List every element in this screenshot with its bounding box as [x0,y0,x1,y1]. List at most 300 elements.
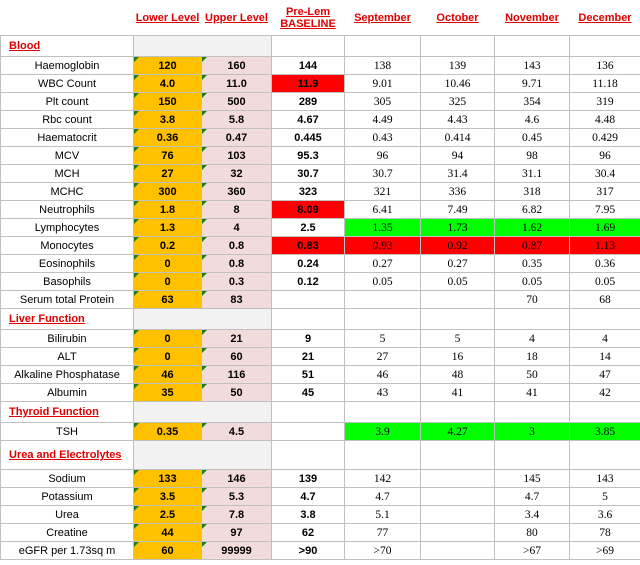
upper-level-cell [202,366,272,384]
lower-level-cell [134,423,202,441]
test-name: TSH [1,423,134,441]
upper-value: 360 [227,185,246,198]
october-cell: 4.43 [421,111,495,129]
november-cell: 1.62 [495,219,570,237]
lower-level-cell [134,488,202,506]
empty-cell [272,441,345,470]
baseline-cell: 4.7 [272,488,345,506]
lower-level-cell [134,542,202,560]
comment-marker-icon [202,542,207,547]
comment-marker-icon [202,423,207,428]
comment-marker-icon [202,470,207,475]
section-row-blood [1,36,640,57]
october-cell: 41 [421,384,495,402]
comment-marker-icon [202,93,207,98]
october-cell: 48 [421,366,495,384]
upper-level-cell [202,129,272,147]
section-bar [134,36,272,57]
lower-value: 35 [161,386,174,399]
lower-level-cell [134,237,202,255]
november-cell: 70 [495,291,570,309]
upper-level-cell [202,147,272,165]
november-cell: >67 [495,542,570,560]
baseline-cell: 51 [272,366,345,384]
test-name: Albumin [1,384,134,402]
section-row-liver [1,309,640,330]
upper-level-cell [202,165,272,183]
comment-marker-icon [202,255,207,260]
comment-marker-icon [134,384,139,389]
test-name: Haemoglobin [1,57,134,75]
table-row [1,273,640,291]
upper-value: 60 [230,350,243,363]
lower-level-cell [134,129,202,147]
upper-value: 160 [227,59,246,72]
december-cell: 4 [570,330,640,348]
lower-value: 150 [158,95,177,108]
empty-cell [345,309,421,330]
december-cell: 3.6 [570,506,640,524]
section-bar [134,402,272,423]
september-cell: 138 [345,57,421,75]
comment-marker-icon [202,201,207,206]
upper-level-cell [202,237,272,255]
baseline-cell: 4.67 [272,111,345,129]
lower-level-cell [134,183,202,201]
december-cell: 42 [570,384,640,402]
upper-value: 97 [230,526,243,539]
empty-cell [495,309,570,330]
comment-marker-icon [202,75,207,80]
comment-marker-icon [134,111,139,116]
upper-value: 5.8 [228,113,245,126]
comment-marker-icon [134,330,139,335]
header-november: November [495,0,570,36]
header-blank [1,0,134,36]
baseline-cell: >90 [272,542,345,560]
section-title-urea: Urea and Electrolytes [1,441,134,470]
october-cell: 336 [421,183,495,201]
upper-value: 0.47 [225,131,248,144]
comment-marker-icon [202,147,207,152]
upper-level-cell [202,488,272,506]
november-cell: 4 [495,330,570,348]
baseline-cell: 95.3 [272,147,345,165]
november-cell: 0.35 [495,255,570,273]
table-row [1,524,640,542]
december-cell: 0.429 [570,129,640,147]
september-cell: 77 [345,524,421,542]
lower-level-cell [134,219,202,237]
upper-value: 4 [233,221,240,234]
empty-cell [570,402,640,423]
september-cell: 9.01 [345,75,421,93]
september-cell: >70 [345,542,421,560]
lower-level-cell [134,201,202,219]
september-cell: 0.05 [345,273,421,291]
comment-marker-icon [134,129,139,134]
november-cell: 143 [495,57,570,75]
upper-value: 11.0 [226,77,247,90]
lower-level-cell [134,57,202,75]
november-cell: 4.7 [495,488,570,506]
test-name: Eosinophils [1,255,134,273]
upper-value: 32 [230,167,243,180]
comment-marker-icon [202,488,207,493]
upper-level-cell [202,384,272,402]
upper-value: 500 [227,95,246,108]
comment-marker-icon [134,506,139,511]
upper-value: 0.8 [228,239,245,252]
lower-level-cell [134,330,202,348]
lower-value: 0 [164,332,171,345]
comment-marker-icon [202,524,207,529]
table-row [1,165,640,183]
empty-cell [272,36,345,57]
baseline-cell: 0.445 [272,129,345,147]
upper-level-cell [202,423,272,441]
test-name: Alkaline Phosphatase [1,366,134,384]
november-cell: 3.4 [495,506,570,524]
upper-value: 83 [230,293,243,306]
lower-level-cell [134,93,202,111]
test-name: Lymphocytes [1,219,134,237]
empty-cell [272,402,345,423]
december-cell: 1.13 [570,237,640,255]
table-row [1,542,640,560]
september-cell: 6.41 [345,201,421,219]
upper-value: 99999 [221,544,252,557]
baseline-cell: 0.12 [272,273,345,291]
october-cell: 4.27 [421,423,495,441]
lower-level-cell [134,255,202,273]
december-cell: 136 [570,57,640,75]
header-lower-level: Lower Level [134,0,202,36]
upper-level-cell [202,291,272,309]
baseline-cell: 62 [272,524,345,542]
lower-value: 300 [158,185,177,198]
empty-cell [421,441,495,470]
lower-level-cell [134,291,202,309]
lower-value: 60 [161,544,174,557]
october-cell [421,506,495,524]
table-row [1,201,640,219]
empty-cell [570,309,640,330]
september-cell: 4.49 [345,111,421,129]
test-name: Creatine [1,524,134,542]
table-row [1,57,640,75]
november-cell: 145 [495,470,570,488]
upper-level-cell [202,330,272,348]
upper-value: 50 [230,386,243,399]
upper-value: 0.3 [228,275,245,288]
comment-marker-icon [202,348,207,353]
comment-marker-icon [202,237,207,242]
september-cell: 0.43 [345,129,421,147]
lower-level-cell [134,348,202,366]
upper-value: 116 [227,368,246,381]
comment-marker-icon [134,165,139,170]
november-cell: 41 [495,384,570,402]
empty-cell [495,402,570,423]
baseline-cell: 2.5 [272,219,345,237]
empty-cell [272,309,345,330]
lower-value: 133 [158,472,177,485]
december-cell: >69 [570,542,640,560]
november-cell: 9.71 [495,75,570,93]
table-row [1,348,640,366]
baseline-cell [272,291,345,309]
lower-value: 3.5 [159,490,176,503]
test-name: Serum total Protein [1,291,134,309]
december-cell: 317 [570,183,640,201]
lower-value: 2.5 [159,508,176,521]
table-row [1,255,640,273]
upper-level-cell [202,75,272,93]
section-row-urea [1,441,640,470]
upper-level-cell [202,219,272,237]
november-cell: 18 [495,348,570,366]
october-cell: 16 [421,348,495,366]
baseline-cell: 11.9 [272,75,345,93]
test-name: Neutrophils [1,201,134,219]
table-row [1,488,640,506]
upper-value: 8 [233,203,240,216]
section-title-liver: Liver Function [1,309,134,330]
lower-level-cell [134,506,202,524]
table-row [1,111,640,129]
december-cell: 47 [570,366,640,384]
october-cell [421,488,495,506]
lower-value: 76 [161,149,174,162]
comment-marker-icon [134,237,139,242]
lower-value: 120 [158,59,177,72]
comment-marker-icon [202,273,207,278]
september-cell: 5.1 [345,506,421,524]
october-cell: 0.27 [421,255,495,273]
lower-level-cell [134,147,202,165]
baseline-cell: 144 [272,57,345,75]
table-row [1,506,640,524]
lower-value: 46 [161,368,174,381]
september-cell: 27 [345,348,421,366]
test-name: Rbc count [1,111,134,129]
comment-marker-icon [202,366,207,371]
baseline-cell: 8.09 [272,201,345,219]
december-cell: 78 [570,524,640,542]
header-september: September [345,0,421,36]
header-baseline [272,0,345,36]
empty-cell [495,441,570,470]
empty-cell [570,441,640,470]
december-cell: 96 [570,147,640,165]
november-cell: 31.1 [495,165,570,183]
lower-level-cell [134,273,202,291]
upper-level-cell [202,470,272,488]
comment-marker-icon [202,183,207,188]
section-bar [134,441,272,470]
lower-value: 0.2 [159,239,176,252]
october-cell: 10.46 [421,75,495,93]
september-cell [345,291,421,309]
comment-marker-icon [134,183,139,188]
september-cell: 30.7 [345,165,421,183]
october-cell: 0.05 [421,273,495,291]
baseline-cell: 9 [272,330,345,348]
baseline-cell: 0.83 [272,237,345,255]
baseline-cell: 0.24 [272,255,345,273]
december-cell: 4.48 [570,111,640,129]
october-cell: 94 [421,147,495,165]
table-row [1,129,640,147]
baseline-cell: 21 [272,348,345,366]
december-cell: 0.36 [570,255,640,273]
table-row [1,183,640,201]
empty-cell [421,36,495,57]
upper-value: 103 [227,149,246,162]
upper-level-cell [202,542,272,560]
december-cell: 11.18 [570,75,640,93]
test-name: MCHC [1,183,134,201]
header-baseline-line1: Pre-Lem [285,5,331,18]
comment-marker-icon [134,524,139,529]
test-name: Urea [1,506,134,524]
october-cell: 0.92 [421,237,495,255]
table-row [1,384,640,402]
december-cell: 319 [570,93,640,111]
empty-cell [345,36,421,57]
december-cell: 7.95 [570,201,640,219]
table-row [1,470,640,488]
october-cell [421,470,495,488]
lower-value: 0.35 [156,425,179,438]
table-row [1,75,640,93]
october-cell [421,542,495,560]
november-cell: 4.6 [495,111,570,129]
december-cell: 30.4 [570,165,640,183]
october-cell: 0.414 [421,129,495,147]
test-name: MCH [1,165,134,183]
header-upper-level: Upper Level [202,0,272,36]
header-october: October [421,0,495,36]
lower-level-cell [134,366,202,384]
empty-cell [421,402,495,423]
upper-level-cell [202,111,272,129]
upper-value: 4.5 [228,425,245,438]
baseline-cell: 30.7 [272,165,345,183]
header-baseline-line2: BASELINE [280,17,336,30]
section-title-thyroid: Thyroid Function [1,402,134,423]
comment-marker-icon [202,291,207,296]
comment-marker-icon [202,219,207,224]
comment-marker-icon [134,75,139,80]
lower-value: 63 [161,293,174,306]
lower-value: 44 [161,526,174,539]
empty-cell [345,402,421,423]
lower-value: 0 [164,350,171,363]
december-cell: 143 [570,470,640,488]
november-cell: 354 [495,93,570,111]
lower-value: 0 [164,275,171,288]
september-cell: 3.9 [345,423,421,441]
comment-marker-icon [134,93,139,98]
december-cell: 3.85 [570,423,640,441]
table-row [1,219,640,237]
september-cell: 5 [345,330,421,348]
empty-cell [570,36,640,57]
october-cell: 7.49 [421,201,495,219]
empty-cell [345,441,421,470]
table-row [1,330,640,348]
november-cell: 50 [495,366,570,384]
october-cell: 139 [421,57,495,75]
december-cell: 14 [570,348,640,366]
comment-marker-icon [134,423,139,428]
test-name: Plt count [1,93,134,111]
september-cell: 1.35 [345,219,421,237]
section-title-blood: Blood [1,36,134,57]
comment-marker-icon [202,57,207,62]
test-name: Potassium [1,488,134,506]
lower-value: 3.8 [159,113,176,126]
upper-level-cell [202,255,272,273]
september-cell: 4.7 [345,488,421,506]
lower-value: 27 [161,167,174,180]
lower-value: 1.8 [159,203,176,216]
september-cell: 46 [345,366,421,384]
comment-marker-icon [134,291,139,296]
comment-marker-icon [202,165,207,170]
header-row [1,0,640,36]
table-row [1,291,640,309]
lower-value: 1.3 [159,221,176,234]
comment-marker-icon [202,330,207,335]
upper-value: 0.8 [228,257,245,270]
december-cell: 68 [570,291,640,309]
october-cell: 31.4 [421,165,495,183]
baseline-cell [272,423,345,441]
september-cell: 0.27 [345,255,421,273]
october-cell: 1.73 [421,219,495,237]
baseline-cell: 323 [272,183,345,201]
october-cell [421,291,495,309]
upper-level-cell [202,348,272,366]
test-name: Sodium [1,470,134,488]
section-bar [134,309,272,330]
baseline-cell: 3.8 [272,506,345,524]
test-name: WBC Count [1,75,134,93]
september-cell: 321 [345,183,421,201]
november-cell: 98 [495,147,570,165]
comment-marker-icon [134,201,139,206]
comment-marker-icon [134,273,139,278]
baseline-cell: 289 [272,93,345,111]
upper-level-cell [202,93,272,111]
december-cell: 1.69 [570,219,640,237]
comment-marker-icon [134,219,139,224]
lower-value: 0.36 [156,131,179,144]
comment-marker-icon [134,542,139,547]
september-cell: 142 [345,470,421,488]
comment-marker-icon [202,111,207,116]
comment-marker-icon [134,366,139,371]
test-name: Haematocrit [1,129,134,147]
test-name: Bilirubin [1,330,134,348]
comment-marker-icon [202,129,207,134]
october-cell [421,524,495,542]
december-cell: 5 [570,488,640,506]
lower-value: 4.0 [159,77,176,90]
